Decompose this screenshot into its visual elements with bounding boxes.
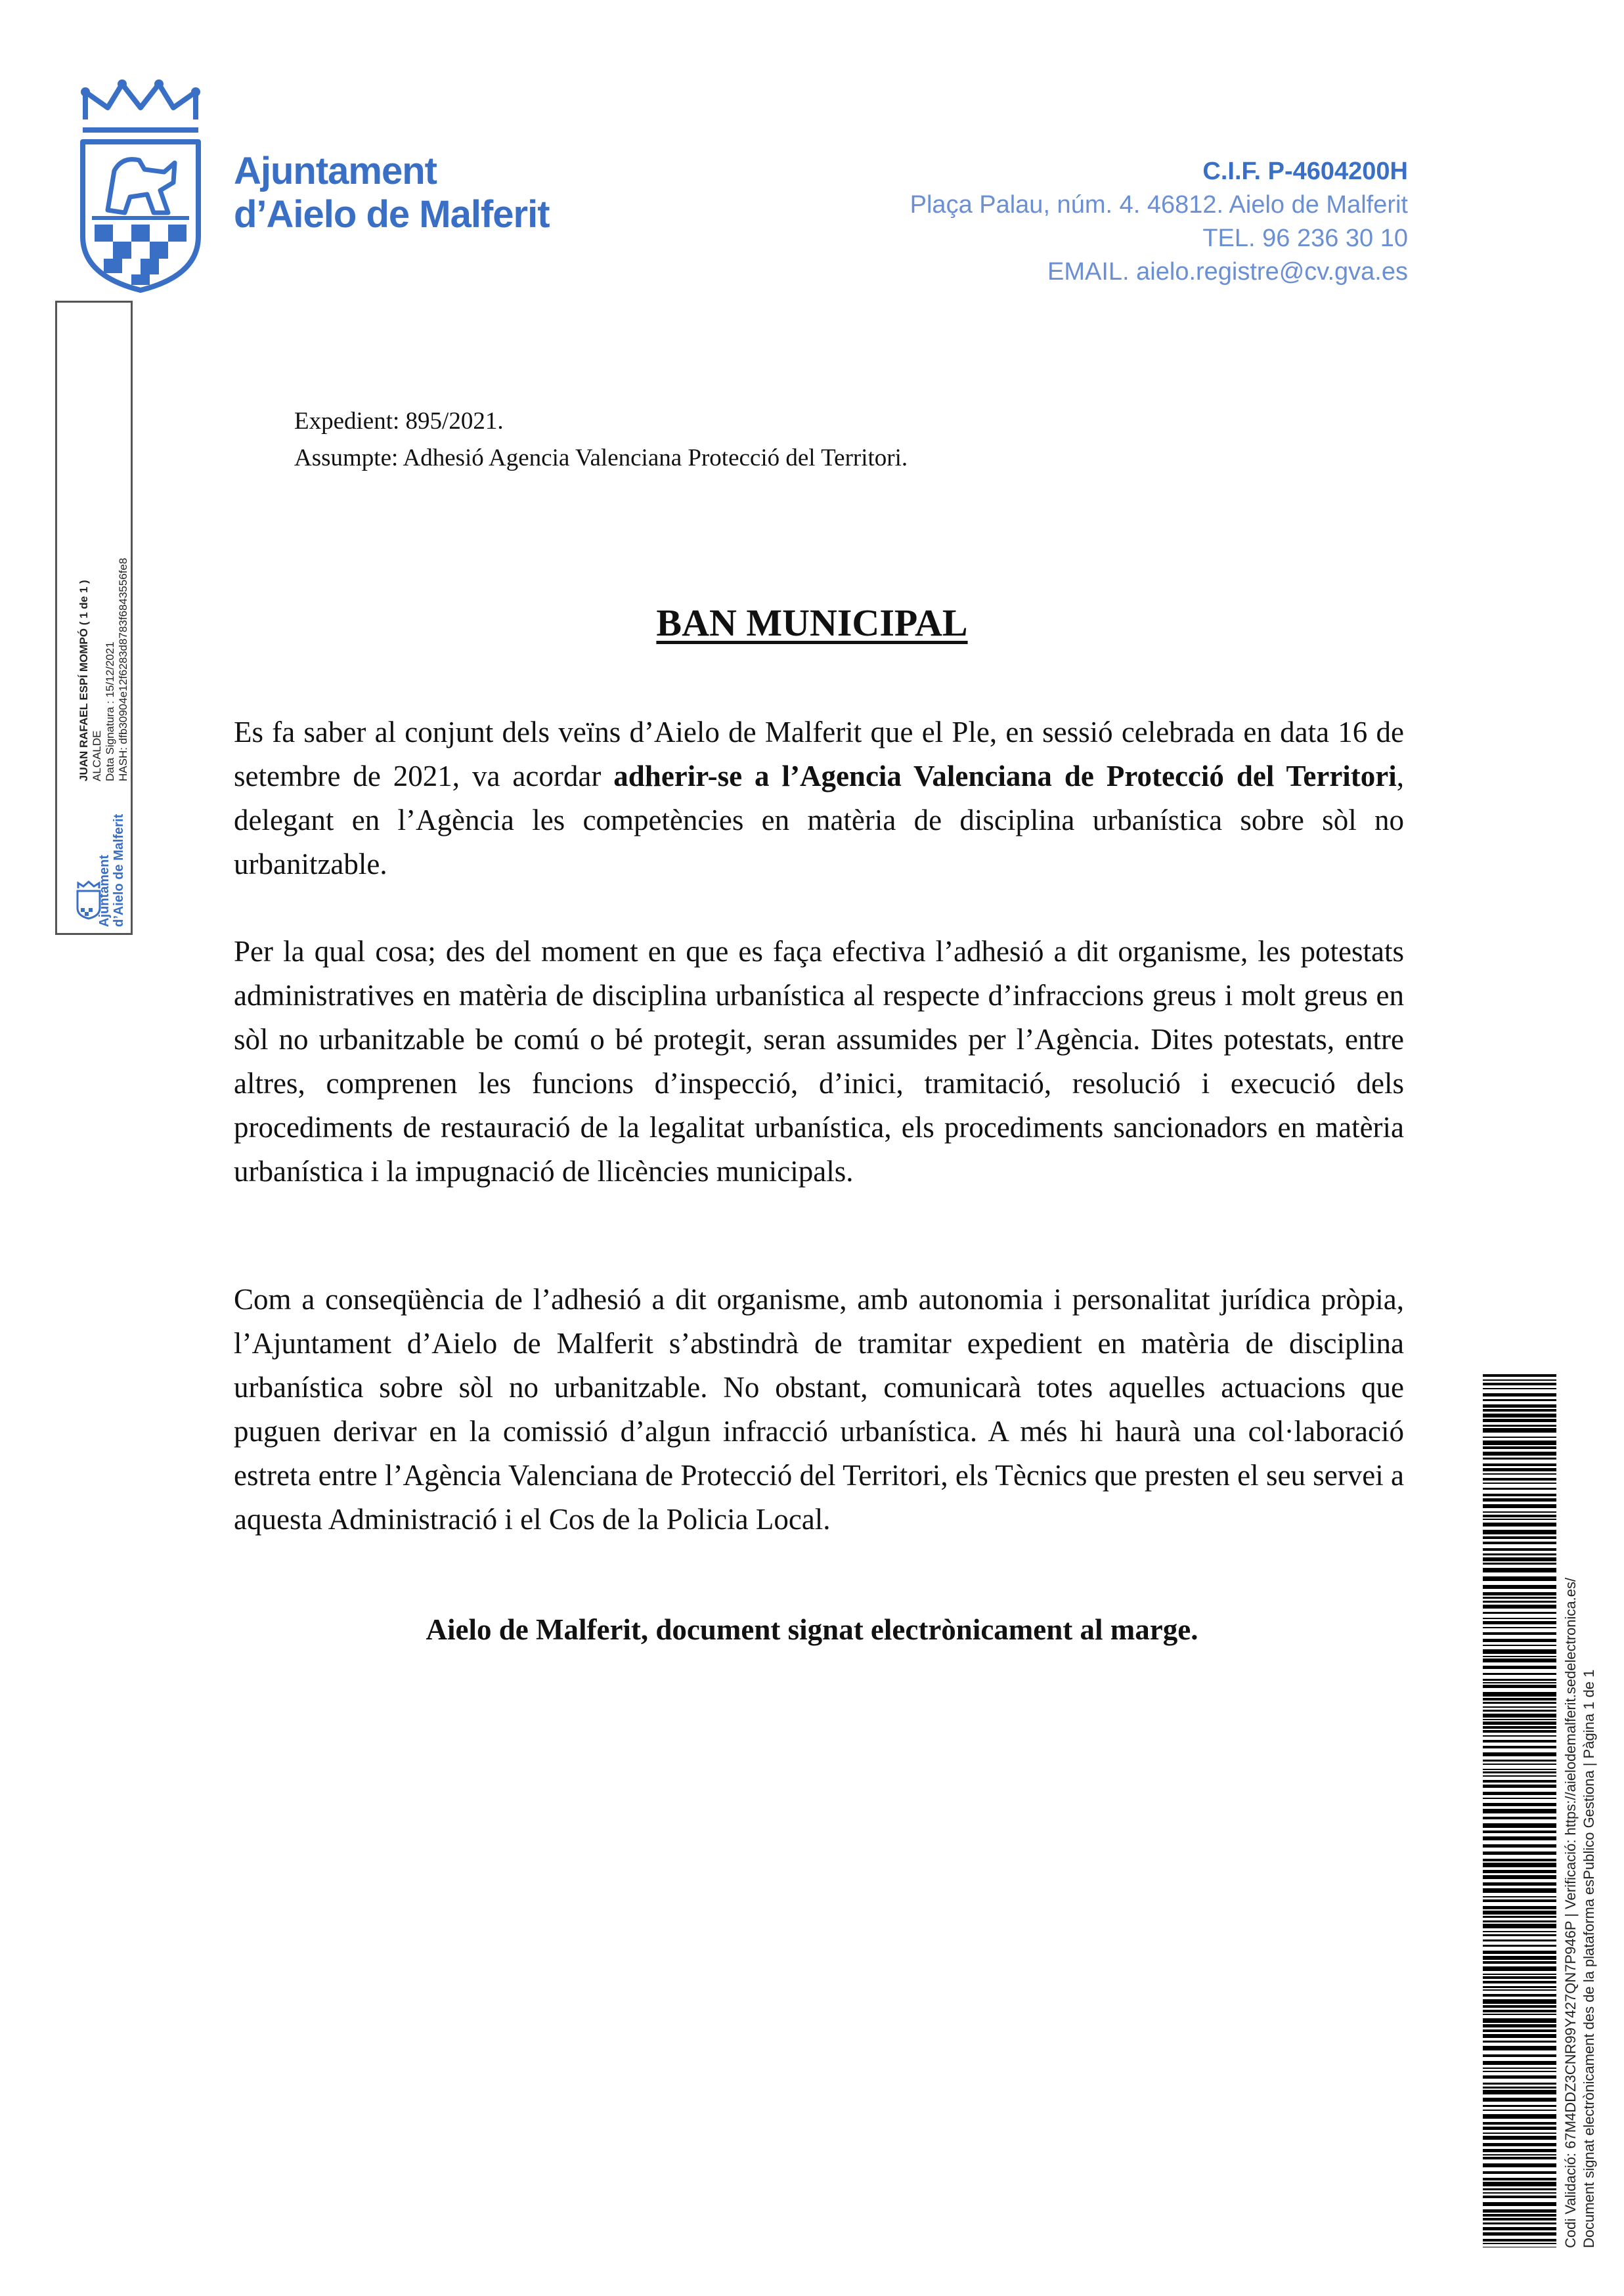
paragraph-3: Com a conseqüència de l’adhesió a dit organisme, amb autonomia i personalitat jurídica pròpia, l’Ajuntament d’Aielo de Malferit s’abstindrà de tramitar expedient en matèria de disciplina urbanística sobre sòl no urbanitzable. No obstant, comunicarà totes aquelles actuacions que puguen derivar en la comissió d’algun infracció urbanística. A més hi haurà una col·laboració estreta entre l’Agència Valenciana de Protecció del Territori, els Tècnics que presten el seu servei a aquesta Administració i el Cos de la Policia Local. (234, 1283, 1404, 1536)
address: Plaça Palau, núm. 4. 46812. Aielo de Malferit (910, 191, 1408, 219)
barcode-bar (1483, 1601, 1556, 1603)
barcode-bar (1483, 2232, 1556, 2236)
barcode-bar (1483, 2192, 1556, 2194)
barcode-bar (1483, 1404, 1556, 1408)
barcode-bar (1483, 1632, 1556, 1635)
barcode-bar (1483, 2068, 1556, 2069)
barcode-bar (1483, 2188, 1556, 2190)
barcode-bar (1483, 1981, 1556, 1983)
barcode-bar (1483, 1951, 1556, 1954)
barcode-bar (1483, 1473, 1556, 1475)
barcode-bar (1483, 1956, 1556, 1960)
barcode-bar (1483, 1976, 1556, 1979)
barcode-bar (1483, 1882, 1556, 1886)
barcode-bar (1483, 1986, 1556, 1988)
barcode-bar (1483, 1730, 1556, 1733)
barcode-bar (1483, 1698, 1556, 1700)
barcode-bar (1483, 1714, 1556, 1718)
barcode-bar (1483, 1863, 1556, 1867)
barcode-bar (1483, 1989, 1556, 1991)
barcode-bar (1483, 2090, 1556, 2094)
barcode-bar (1483, 2209, 1556, 2213)
barcode-bar (1483, 1769, 1556, 1770)
barcode-bar (1483, 2178, 1556, 2180)
barcode-bar (1483, 1798, 1556, 1799)
email: EMAIL. aielo.registre@cv.gva.es (1047, 258, 1408, 286)
barcode-bar (1483, 1409, 1556, 1412)
barcode-bar (1483, 2218, 1556, 2220)
barcode-bar (1483, 2227, 1556, 2230)
barcode-bar (1483, 1557, 1556, 1561)
barcode-bar (1483, 2133, 1556, 2134)
barcode (1483, 1374, 1556, 2247)
barcode-bar (1483, 1666, 1556, 1669)
barcode-bar (1483, 1685, 1556, 1688)
barcode-bar (1483, 1428, 1556, 1433)
barcode-bar (1483, 1780, 1556, 1783)
barcode-bar (1483, 1764, 1556, 1765)
barcode-bar (1483, 1916, 1556, 1918)
barcode-bar (1483, 2239, 1556, 2242)
barcode-bar (1483, 2083, 1556, 2085)
cif: C.I.F. P-4604200H (1202, 158, 1408, 185)
barcode-bar (1483, 2171, 1556, 2174)
barcode-bar (1483, 1379, 1556, 1381)
barcode-bar (1483, 2061, 1556, 2065)
barcode-bar (1483, 2127, 1556, 2130)
barcode-bar (1483, 1817, 1556, 1819)
barcode-bar (1483, 2114, 1556, 2119)
barcode-bar (1483, 1504, 1556, 1508)
barcode-bar (1483, 2010, 1556, 2012)
barcode-bar (1483, 1999, 1556, 2004)
barcode-bar (1483, 1673, 1556, 1675)
barcode-bar (1483, 1649, 1556, 1654)
barcode-bar (1483, 2041, 1556, 2043)
barcode-bar (1483, 1519, 1556, 1520)
barcode-bar (1483, 1719, 1556, 1720)
barcode-bar (1483, 2222, 1556, 2224)
barcode-bar (1483, 1722, 1556, 1725)
barcode-bar (1483, 1692, 1556, 1697)
barcode-bar (1483, 2110, 1556, 2111)
barcode-bar (1483, 1658, 1556, 1662)
barcode-bar (1483, 2243, 1556, 2244)
platform-notice: Document signat electrònicament des de la plataforma esPublico Gestiona | Pàgina 1 de 1 (1581, 1669, 1597, 2248)
signature-details (77, 164, 130, 781)
barcode-bar (1483, 2018, 1556, 2023)
barcode-bar (1483, 1478, 1556, 1481)
barcode-bar (1483, 1775, 1556, 1777)
barcode-bar (1483, 1803, 1556, 1806)
barcode-bar (1483, 1585, 1556, 1589)
barcode-bar (1483, 1740, 1556, 1743)
barcode-bar (1483, 1746, 1556, 1748)
barcode-bar (1483, 1498, 1556, 1502)
barcode-bar (1483, 1899, 1556, 1902)
verification-text (1562, 1375, 1598, 2248)
barcode-bar (1483, 1563, 1556, 1565)
barcode-bar (1483, 1511, 1556, 1513)
barcode-bar (1483, 1393, 1556, 1397)
barcode-bar (1483, 2136, 1556, 2140)
barcode-bar (1483, 1542, 1556, 1544)
barcode-bar (1483, 1515, 1556, 1517)
barcode-bar (1483, 1682, 1556, 1683)
barcode-bar (1483, 1605, 1556, 1609)
barcode-bar (1483, 1597, 1556, 1599)
subject: Assumpte: Adhesió Agencia Valenciana Protecció del Territori. (294, 444, 908, 471)
barcode-bar (1483, 2024, 1556, 2027)
barcode-bar (1483, 2005, 1556, 2008)
barcode-bar (1483, 1374, 1556, 1377)
barcode-bar (1483, 1553, 1556, 1555)
barcode-bar (1483, 1785, 1556, 1788)
barcode-bar (1483, 1752, 1556, 1756)
barcode-bar (1483, 1939, 1556, 1941)
barcode-bar (1483, 1706, 1556, 1708)
barcode-bar (1483, 2214, 1556, 2217)
barcode-bar (1483, 1548, 1556, 1551)
barcode-bar (1483, 1792, 1556, 1795)
barcode-bar (1483, 1383, 1556, 1385)
barcode-bar (1483, 2202, 1556, 2206)
barcode-bar (1483, 1906, 1556, 1909)
barcode-bar (1483, 1399, 1556, 1401)
barcode-bar (1483, 1702, 1556, 1704)
barcode-bar (1483, 1726, 1556, 1729)
paragraph-1: Es fa saber al conjunt dels veïns d’Aielo de Malferit que el Ple, en sessió celebrada en data 16 de setembre de 2021, va acordar adherir-se a l’Agencia Valenciana de Protecció del Territori, delegant en l’Agència les competències en matèria de disciplina urbanística sobre sòl no urbanitzable. (234, 716, 1405, 880)
barcode-bar (1483, 1530, 1556, 1534)
barcode-bar (1483, 1859, 1556, 1861)
validation-code: Codi Validació: 67M4DDZ3CNR99Y427QN7P946P | Verificació: https://aielodemalferit.sedelectronica.es/ (1562, 1577, 1579, 2248)
barcode-bar (1483, 1414, 1556, 1418)
barcode-bar (1483, 1974, 1556, 1975)
barcode-bar (1483, 1836, 1556, 1840)
barcode-bar (1483, 1852, 1556, 1855)
signer-role: ALCALDE (91, 730, 103, 781)
barcode-bar (1483, 2071, 1556, 2072)
barcode-bar (1483, 1627, 1556, 1628)
bold-phrase: adherir-se a l’Agencia Valenciana de Protecció del Territori (613, 760, 1397, 792)
barcode-bar (1483, 1870, 1556, 1873)
signature-hash: HASH: dfb30904e12f6283d8783f6843556fe8 (117, 557, 129, 781)
barcode-bar (1483, 1576, 1556, 1581)
document-meta (294, 403, 908, 477)
phone: TEL. 96 236 30 10 (1202, 225, 1408, 252)
barcode-bar (1483, 1710, 1556, 1712)
barcode-bar (1483, 1830, 1556, 1833)
barcode-bar (1483, 1679, 1556, 1681)
barcode-bar (1483, 2182, 1556, 2186)
barcode-bar (1483, 2149, 1556, 2152)
contact-block (910, 155, 1408, 289)
barcode-bar (1483, 1440, 1556, 1445)
barcode-bar (1483, 2196, 1556, 2198)
barcode-bar (1483, 2087, 1556, 2089)
barcode-bar (1483, 2157, 1556, 2159)
barcode-bar (1483, 2098, 1556, 2102)
barcode-bar (1483, 1875, 1556, 1879)
barcode-bar (1483, 1618, 1556, 1619)
barcode-bar (1483, 2034, 1556, 2038)
barcode-bar (1483, 1911, 1556, 1915)
barcode-bar (1483, 1961, 1556, 1964)
org-name: Ajuntament d’Aielo de Malferit (234, 150, 550, 236)
barcode-bar (1483, 1645, 1556, 1646)
barcode-bar (1483, 1966, 1556, 1971)
barcode-bar (1483, 1463, 1556, 1466)
closing-line: Aielo de Malferit, document signat electrònicament al marge. (426, 1613, 1198, 1646)
barcode-bar (1483, 2054, 1556, 2057)
page-title: BAN MUNICIPAL (656, 601, 968, 644)
barcode-bar (1483, 1612, 1556, 1614)
barcode-bar (1483, 1483, 1556, 1484)
barcode-bar (1483, 1452, 1556, 1456)
barcode-bar (1483, 1920, 1556, 1922)
barcode-bar (1483, 1488, 1556, 1490)
barcode-bar (1483, 2075, 1556, 2079)
paragraph-2: Per la qual cosa; des del moment en que es faça efectiva l’adhesió a dit organisme, les potestats administratives en matèria de disciplina urbanística al respecte d’infraccions greus i molt greus en sòl no urbanitzable be comú o bé protegit, seran assumides per l’Agència. Dites potestats, entre altres, comprenen les funcions d’inspecció, d’inici, tramitació, resolució i execució dels procediments de restauració de la legalitat urbanística, els procediments sancionadors en matèria urbanística i la impugnació de llicències municipals. (234, 935, 1404, 1188)
barcode-bar (1483, 1844, 1556, 1848)
barcode-bar (1483, 1458, 1556, 1460)
barcode-bar (1483, 1735, 1556, 1737)
barcode-bar (1483, 1945, 1556, 1947)
barcode-bar (1483, 1639, 1556, 1642)
barcode-bar (1483, 1437, 1556, 1438)
barcode-bar (1483, 1760, 1556, 1762)
barcode-bar (1483, 2122, 1556, 2125)
barcode-bar (1483, 1592, 1556, 1595)
barcode-bar (1483, 1446, 1556, 1449)
barcode-bar (1483, 1621, 1556, 1624)
signer-name: JUAN RAFAEL ESPÍ MOMPÓ ( 1 de 1 ) (77, 580, 90, 781)
barcode-bar (1483, 1823, 1556, 1828)
barcode-bar (1483, 1994, 1556, 1997)
barcode-bar (1483, 2105, 1556, 2107)
barcode-bar (1483, 1931, 1556, 1932)
barcode-bar (1483, 1425, 1556, 1427)
barcode-bar (1483, 1536, 1556, 1539)
expedient: Expedient: 895/2021. (294, 408, 504, 435)
barcode-bar (1483, 2014, 1556, 2015)
barcode-bar (1483, 1494, 1556, 1496)
barcode-bar (1483, 1656, 1556, 1657)
barcode-bar (1483, 2143, 1556, 2146)
barcode-bar (1483, 1468, 1556, 1471)
barcode-bar (1483, 2029, 1556, 2032)
barcode-bar (1483, 1896, 1556, 1897)
barcode-bar (1483, 1419, 1556, 1422)
barcode-bar (1483, 1809, 1556, 1813)
signature-logo-text: Ajuntament d’Aielo de Malferit (97, 813, 126, 927)
barcode-bar (1483, 1934, 1556, 1936)
barcode-bar (1483, 2046, 1556, 2050)
barcode-bar (1483, 1523, 1556, 1527)
barcode-bar (1483, 1924, 1556, 1928)
barcode-bar (1483, 2163, 1556, 2167)
barcode-bar (1483, 1388, 1556, 1389)
barcode-bar (1483, 2154, 1556, 2155)
barcode-bar (1483, 1771, 1556, 1773)
barcode-bar (1483, 1568, 1556, 1572)
signature-date: Data Signatura : 15/12/2021 (104, 641, 116, 781)
barcode-bar (1483, 1888, 1556, 1893)
